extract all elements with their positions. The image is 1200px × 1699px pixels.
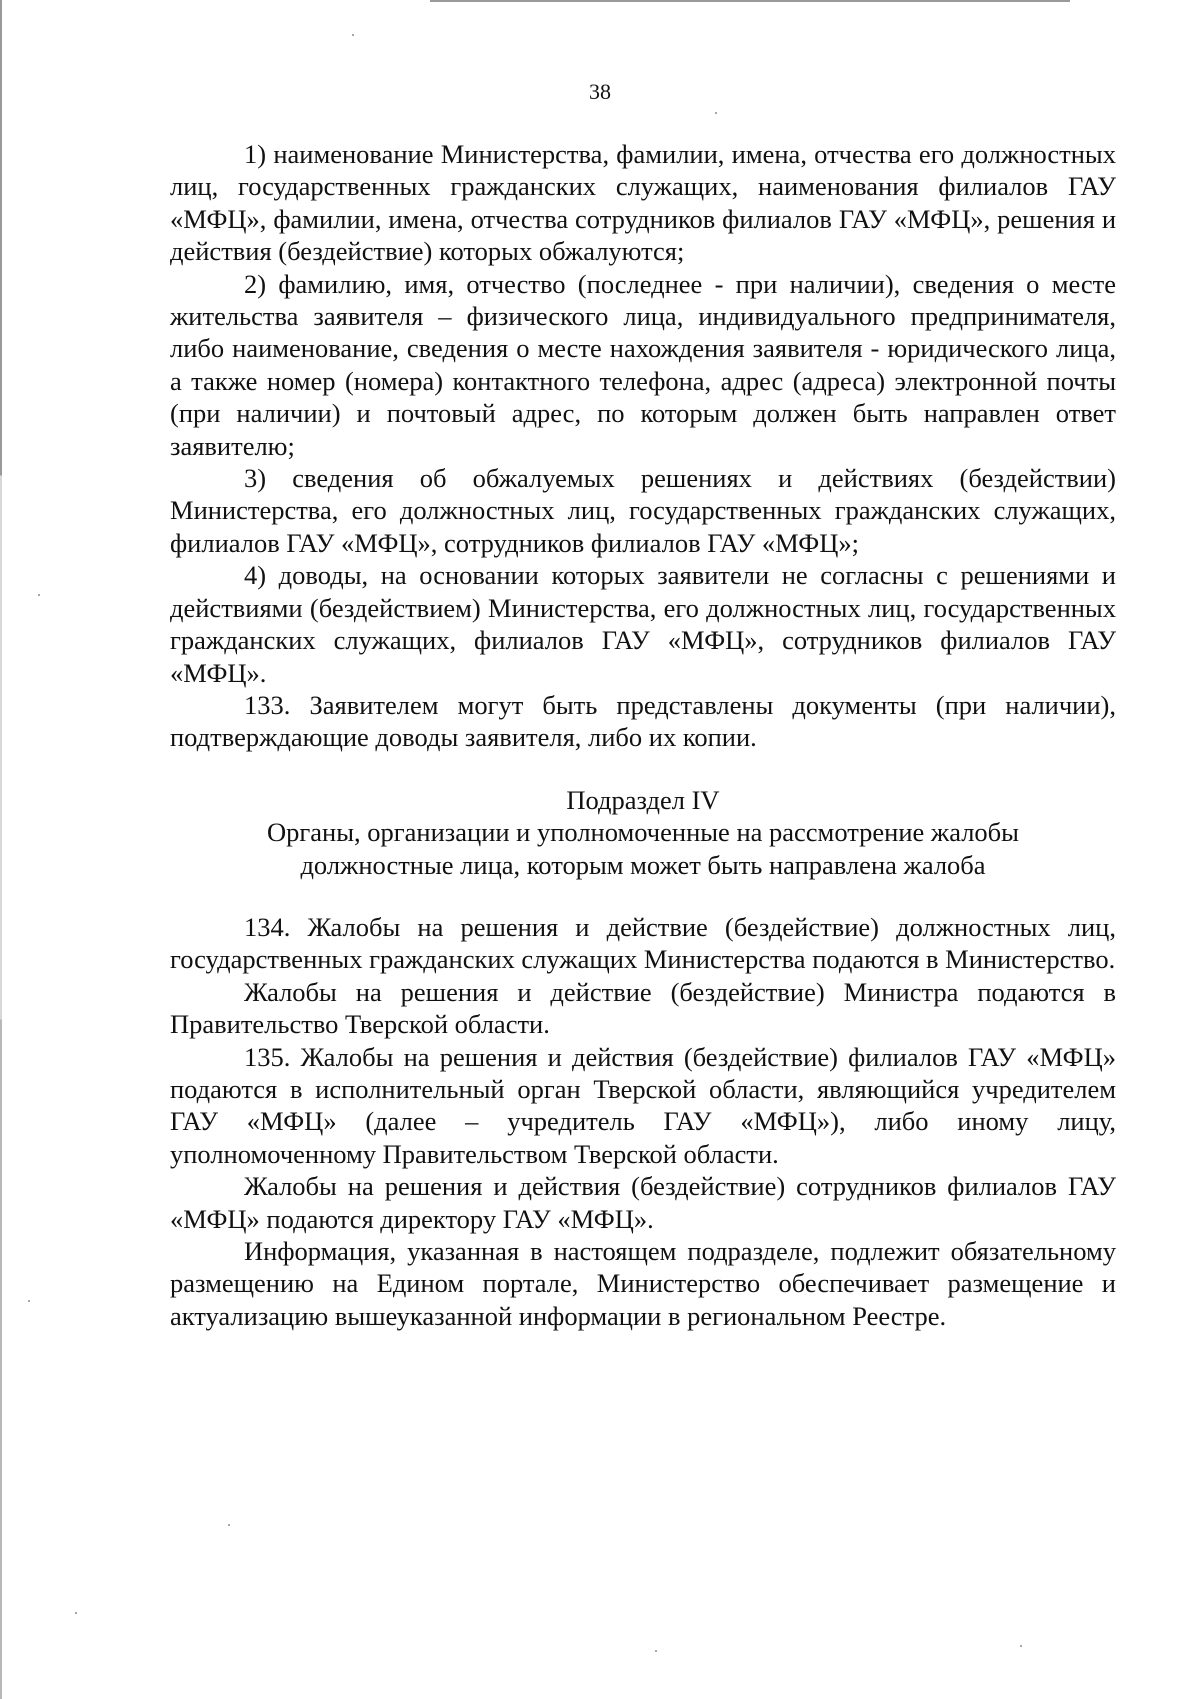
scan-speck xyxy=(352,34,354,36)
page-number: 38 xyxy=(589,79,611,104)
scan-speck xyxy=(715,112,717,114)
scan-left-edge xyxy=(0,0,2,1699)
paragraph-134-minister: Жалобы на решения и действие (бездействие) Министра подаются в Правительство Тверской области. xyxy=(170,976,1116,1040)
paragraph-134: 134. Жалобы на решения и действие (бездействие) должностных лиц, государственных гражданских служащих Министерства подаются в Министерство. xyxy=(170,911,1116,975)
paragraph-133: 133. Заявителем могут быть представлены документы (при наличии), подтверждающие доводы заявителя, либо их копии. xyxy=(170,689,1116,753)
scan-top-edge xyxy=(430,0,1070,2)
paragraph-item-2: 2) фамилию, имя, отчество (последнее - при наличии), сведения о месте жительства заявителя – физического лица, индивидуального предпринимателя, либо наименование, сведения о месте нахождения заявителя - юридического лица, а также номер (номера) контактного телефона, адрес (адреса) электронной почты (при наличии) и почтовый адрес, по которым должен быть направлен ответ заявителю; xyxy=(170,268,1116,461)
paragraph-135-staff: Жалобы на решения и действия (бездействие) сотрудников филиалов ГАУ «МФЦ» подаются директору ГАУ «МФЦ». xyxy=(170,1171,1116,1234)
paragraph-item-3: 3) сведения об обжалуемых решениях и действиях (бездействии) Министерства, его должностных лиц, государственных гражданских служащих, филиалов ГАУ «МФЦ», сотрудников филиалов ГАУ «МФЦ»; xyxy=(170,463,1116,558)
subsection-title-line-1: Органы, организации и уполномоченные на рассмотрение жалобы xyxy=(267,817,1019,848)
paragraph-information: Информация, указанная в настоящем подразделе, подлежит обязательному размещению на Едином портале, Министерство обеспечивает размещение и актуализацию вышеуказанной информации в региональном Реестре. xyxy=(170,1236,1116,1331)
scan-speck xyxy=(655,1650,657,1652)
scan-speck xyxy=(28,1300,30,1302)
subsection-title-line-2: должностные лица, которым может быть направлена жалоба xyxy=(300,849,986,880)
paragraph-item-1: 1) наименование Министерства, фамилии, имена, отчества его должностных лиц, государственных гражданских служащих, наименования филиалов ГАУ «МФЦ», фамилии, имена, отчества сотрудников филиалов ГАУ «МФЦ», решения и действия (бездействие) которых обжалуются; xyxy=(170,139,1116,267)
scan-speck xyxy=(38,594,40,596)
scan-speck xyxy=(75,1612,77,1614)
paragraph-135: 135. Жалобы на решения и действия (бездействие) филиалов ГАУ «МФЦ» подаются в исполнительный орган Тверской области, являющийся учредителем ГАУ «МФЦ» (далее – учредитель ГАУ «МФЦ»), либо иному лицу, уполномоченному Правительством Тверской области. xyxy=(170,1041,1116,1169)
scan-speck xyxy=(228,1524,230,1526)
scan-speck xyxy=(1020,1645,1022,1647)
document-body xyxy=(170,138,1116,1332)
paragraph-item-4: 4) доводы, на основании которых заявители не согласны с решениями и действиями (бездействием) Министерства, его должностных лиц, государственных гражданских служащих, филиалов ГАУ «МФЦ», сотрудников филиалов ГАУ «МФЦ». xyxy=(170,560,1116,688)
subsection-label: Подраздел IV xyxy=(566,784,720,815)
